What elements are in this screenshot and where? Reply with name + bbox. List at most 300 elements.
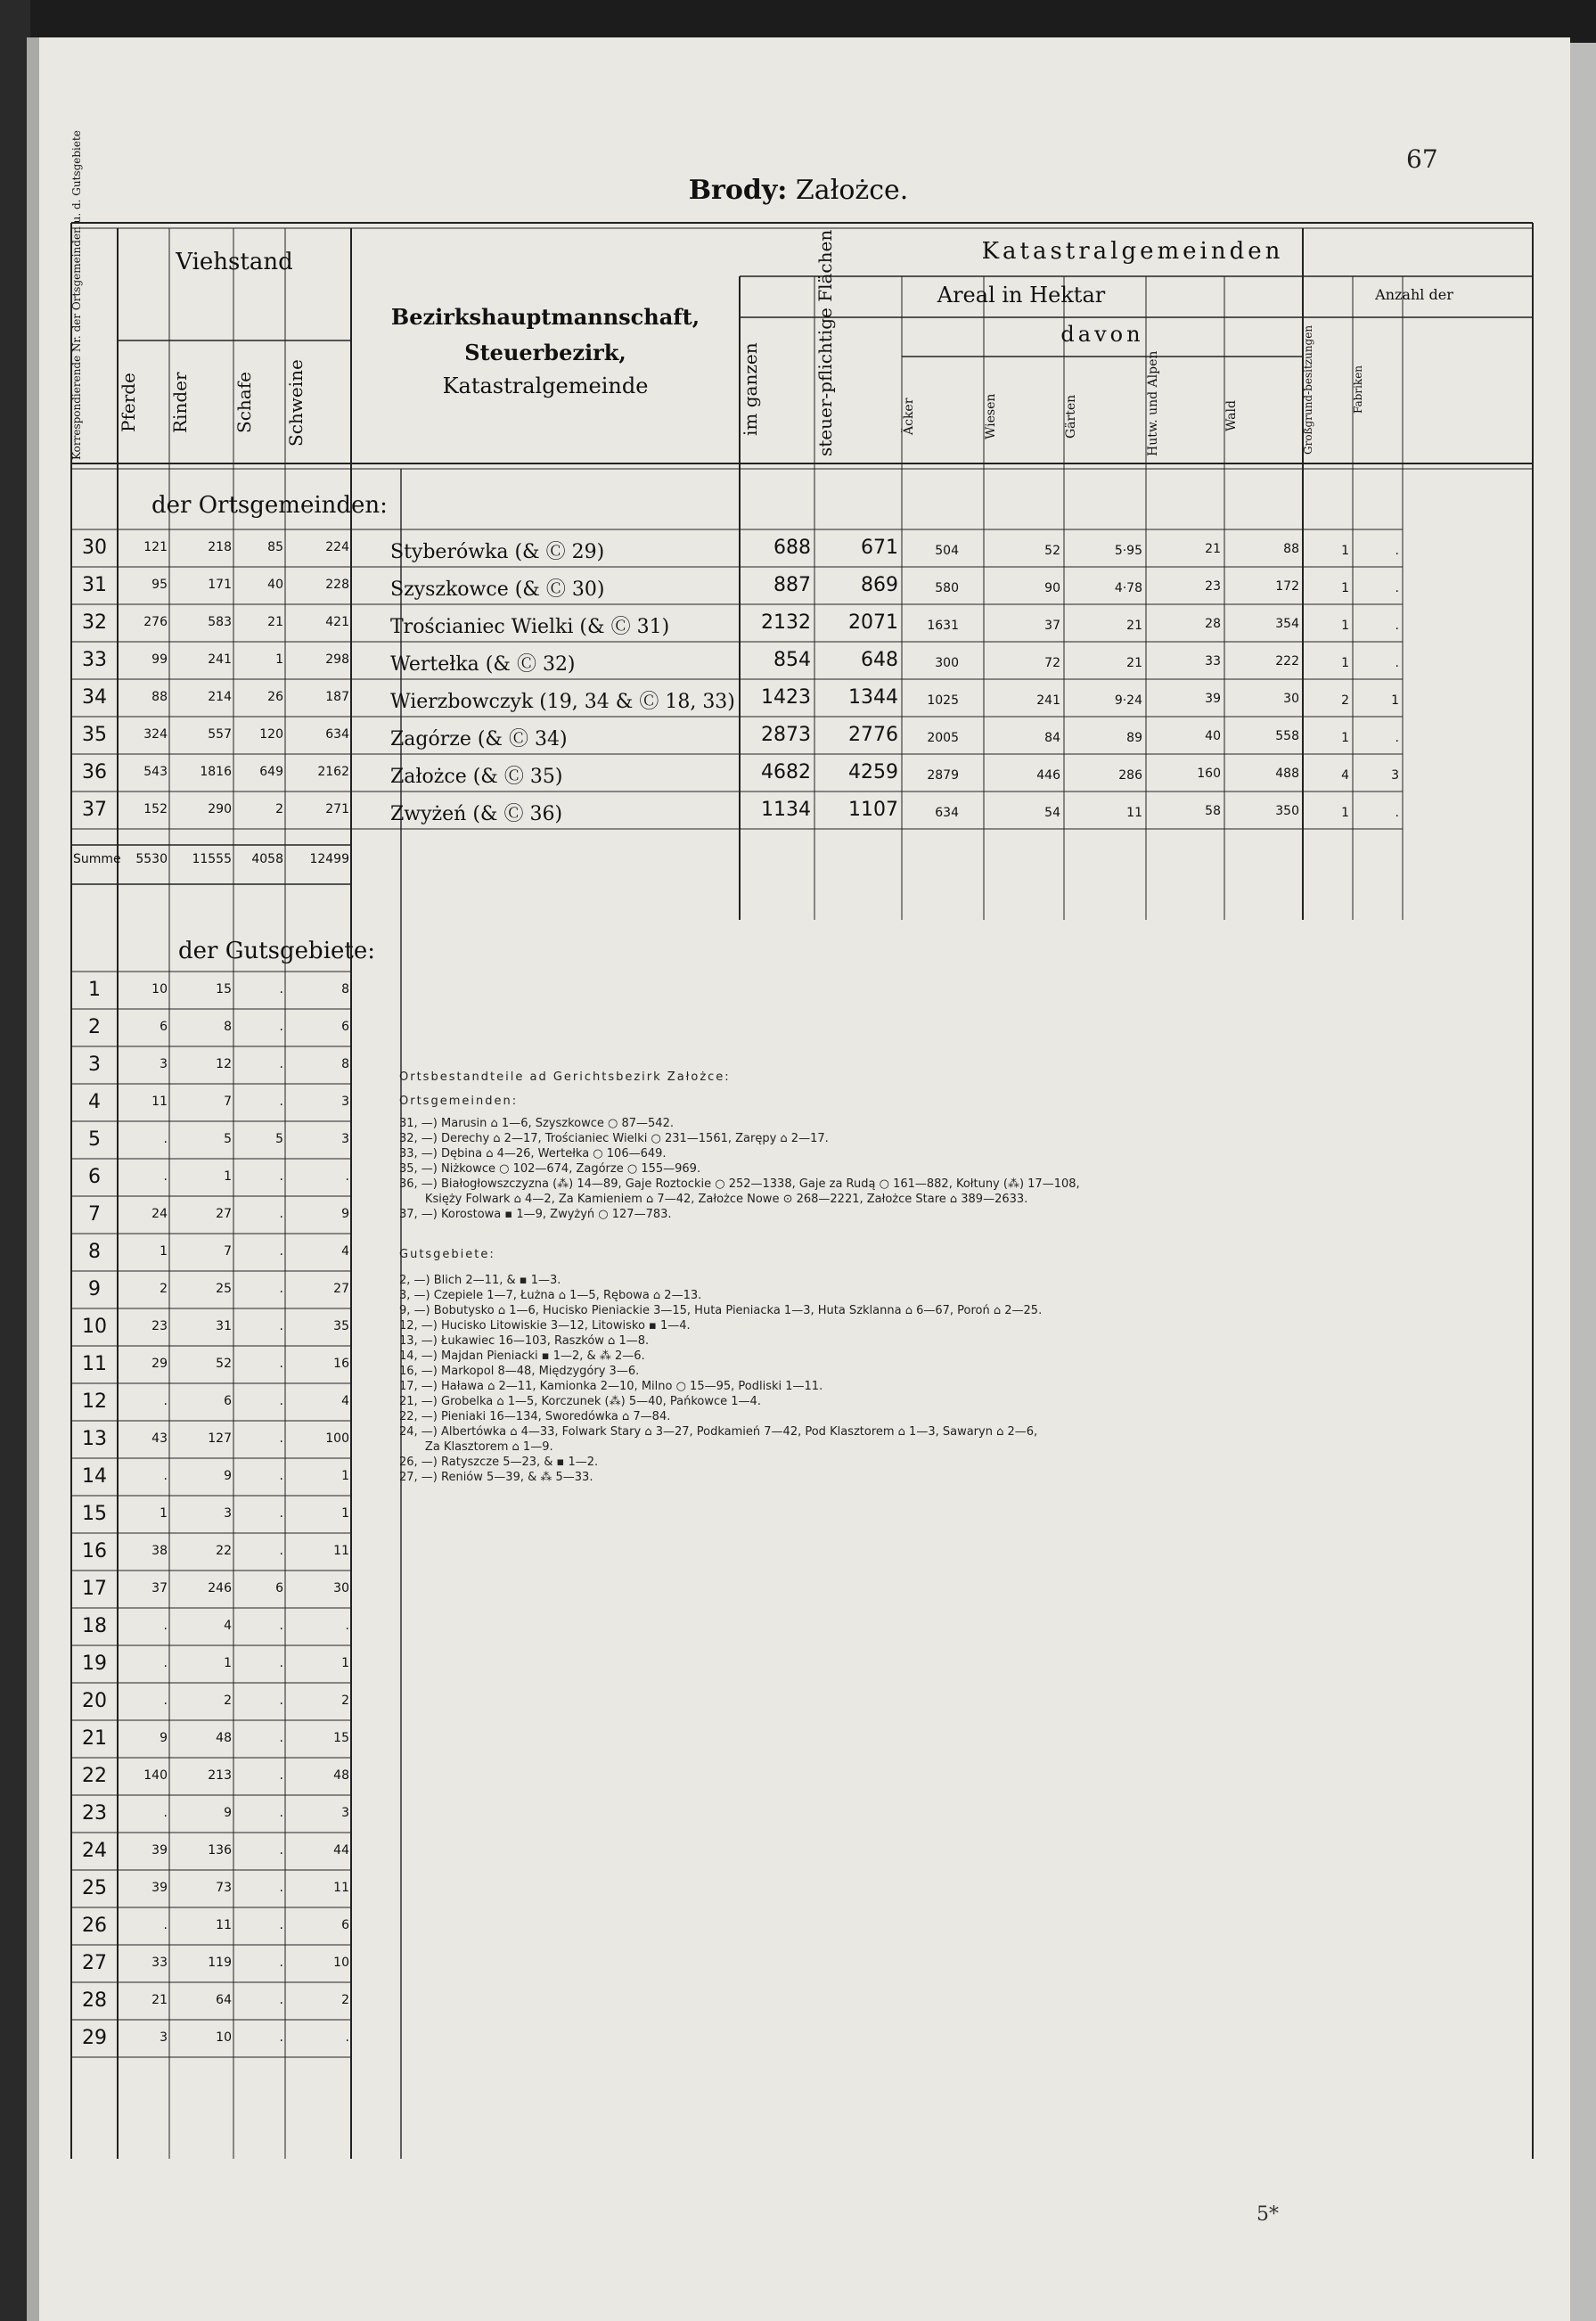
cell-pferde: 3	[160, 2030, 168, 2045]
cell-pferde: .	[163, 1918, 168, 1932]
cell-schweine: 48	[333, 1768, 349, 1783]
cell-hutweiden: 28	[1205, 617, 1221, 631]
cell-schafe: 6	[275, 1581, 283, 1595]
cell-rinder: 1	[224, 1656, 232, 1670]
cell-pferde: 1	[160, 1506, 168, 1521]
cell-wiesen: 72	[1044, 656, 1060, 670]
cell-schafe: .	[279, 1993, 283, 2007]
cell-schafe: .	[279, 1319, 283, 1333]
cell-schweine: 9	[341, 1207, 349, 1221]
cell-schafe: .	[279, 1918, 283, 1932]
row-number: 17	[82, 1578, 107, 1600]
cell-fabriken: .	[1395, 656, 1399, 670]
cell-rinder: 9	[224, 1806, 232, 1820]
cell-schweine: 6	[341, 1020, 349, 1034]
cell-wald: 222	[1275, 654, 1299, 668]
cell-wiesen: 241	[1036, 693, 1060, 708]
cell-katastralgemeinde: Zwyżeń (& Ⓒ 36)	[390, 803, 563, 825]
cell-grossgrund: 1	[1341, 581, 1349, 595]
cell-rinder: 6	[224, 1394, 232, 1408]
cell-hutweiden: 160	[1197, 767, 1221, 781]
notes-title: Ortsbestandteile ad Gerichtsbezirk Założce:	[399, 1070, 731, 1084]
row-number: 12	[82, 1390, 107, 1413]
cell-grossgrund: 1	[1341, 619, 1349, 633]
cell-schweine: 271	[325, 802, 349, 816]
cell-grossgrund: 1	[1341, 806, 1349, 820]
cell-schafe: .	[279, 1768, 283, 1783]
cell-hutweiden: 23	[1205, 579, 1221, 594]
cell-schafe: .	[279, 1806, 283, 1820]
row-number: 29	[82, 2027, 107, 2049]
cell-schweine: 634	[325, 727, 349, 742]
cell-schafe: .	[279, 1469, 283, 1483]
cell-schafe: .	[279, 1506, 283, 1521]
cell-schweine: .	[345, 2030, 349, 2045]
cell-pferde: 29	[151, 1357, 168, 1371]
cell-grossgrund: 1	[1341, 656, 1349, 670]
cell-schweine: 8	[341, 1057, 349, 1071]
notes-orts-title: Ortsgemeinden:	[399, 1095, 519, 1108]
header-davon: davon	[1060, 322, 1144, 347]
cell-pferde: 10	[151, 982, 168, 996]
row-number: 13	[82, 1428, 107, 1450]
cell-pferde: 276	[143, 615, 168, 629]
cell-pferde: .	[163, 1694, 168, 1708]
header-bezirk-1: Bezirkshauptmannschaft,	[390, 304, 700, 330]
cell-rinder: 52	[216, 1357, 232, 1371]
cell-gaerten: 21	[1126, 619, 1142, 633]
cell-schweine: 6	[341, 1918, 349, 1932]
cell-rinder: 241	[208, 652, 232, 667]
header-viehstand: Viehstand	[176, 249, 293, 275]
cell-schweine: .	[345, 1169, 349, 1184]
row-number: 19	[82, 1653, 107, 1675]
scan-left-border	[0, 0, 30, 2321]
cell-wiesen: 52	[1044, 544, 1060, 558]
cell-pferde: 95	[151, 578, 168, 592]
cell-im-ganzen: 887	[773, 574, 811, 596]
cell-rinder: 4	[224, 1619, 232, 1633]
cell-pferde: 43	[151, 1431, 168, 1446]
cell-schafe: 1	[275, 652, 283, 667]
header-wald: Wald	[1224, 400, 1239, 432]
cell-schafe: .	[279, 1619, 283, 1633]
cell-schafe: .	[279, 1694, 283, 1708]
cell-rinder: 2	[224, 1694, 232, 1708]
cell-pferde: 99	[151, 652, 168, 667]
section-ortsgemeinden: der Ortsgemeinden:	[151, 492, 388, 519]
cell-schafe: .	[279, 1095, 283, 1109]
notes-guts-line: 24, —) Albertówka ⌂ 4—33, Folwark Stary ⌂ 3—27, Podkamień 7—42, Pod Klasztorem ⌂ 1—3, Sawaryn ⌂ 2—6,	[399, 1425, 1038, 1439]
cell-aecker: 2879	[927, 768, 959, 783]
row-number: 15	[82, 1503, 107, 1525]
cell-wald: 488	[1275, 767, 1299, 781]
cell-pferde: .	[163, 1169, 168, 1184]
cell-schafe: 21	[267, 615, 283, 629]
summe-rinder: 11555	[192, 852, 232, 866]
cell-rinder: 246	[208, 1581, 232, 1595]
cell-aecker: 580	[935, 581, 959, 595]
page-title-district: Brody:	[688, 175, 788, 206]
cell-rinder: 127	[208, 1431, 232, 1446]
row-number: 34	[82, 686, 107, 709]
row-number: 7	[88, 1203, 101, 1226]
cell-schweine: 3	[341, 1132, 349, 1146]
cell-rinder: 12	[216, 1057, 232, 1071]
cell-im-ganzen: 688	[773, 537, 811, 559]
cell-schweine: 228	[325, 578, 349, 592]
notes-guts-line: 22, —) Pieniaki 16—134, Sworedówka ⌂ 7—84.	[399, 1410, 671, 1423]
cell-im-ganzen: 1134	[761, 799, 811, 821]
cell-im-ganzen: 854	[773, 649, 811, 671]
cell-grossgrund: 1	[1341, 544, 1349, 558]
cell-schweine: 421	[325, 615, 349, 629]
cell-pferde: .	[163, 1619, 168, 1633]
cell-hutweiden: 39	[1205, 692, 1221, 706]
header-bezirk-3: Katastralgemeinde	[442, 373, 649, 398]
cell-wiesen: 54	[1044, 806, 1060, 820]
notes-guts-line: 2, —) Blich 2—11, & ▪ 1—3.	[399, 1274, 561, 1287]
cell-rinder: 1816	[200, 765, 232, 779]
cell-schweine: .	[345, 1619, 349, 1633]
notes-guts-line: 13, —) Łukawiec 16—103, Raszków ⌂ 1—8.	[399, 1334, 650, 1348]
notes-guts-line: 3, —) Czepiele 1—7, Łużna ⌂ 1—5, Rębowa ⌂ 2—13.	[399, 1289, 702, 1302]
cell-pferde: 38	[151, 1544, 168, 1558]
notes-orts-line: 32, —) Derechy ⌂ 2—17, Trościaniec Wielki ○ 231—1561, Zarępy ⌂ 2—17.	[399, 1132, 829, 1145]
row-number: 5	[88, 1128, 101, 1151]
cell-rinder: 7	[224, 1244, 232, 1259]
cell-katastralgemeinde: Styberówka (& Ⓒ 29)	[390, 541, 605, 563]
notes-guts-line: 9, —) Bobutysko ⌂ 1—6, Hucisko Pieniackie 3—15, Huta Pieniacka 1—3, Huta Szklanna ⌂ 6—67, Poroń ⌂ 2—25.	[399, 1304, 1043, 1317]
cell-schweine: 35	[333, 1319, 349, 1333]
cell-schweine: 224	[325, 540, 349, 554]
header-hutweiden: Hutw. und Alpen	[1146, 350, 1160, 456]
cell-pferde: 140	[143, 1768, 168, 1783]
cell-schweine: 10	[333, 1956, 349, 1970]
cell-rinder: 73	[216, 1881, 232, 1895]
cell-schafe: 40	[267, 578, 283, 592]
cell-schafe: .	[279, 1731, 283, 1745]
cell-rinder: 136	[208, 1843, 232, 1858]
cell-rinder: 1	[224, 1169, 232, 1184]
cell-pferde: 152	[143, 802, 168, 816]
cell-steuerpflichtig: 2071	[848, 611, 898, 634]
cell-schafe: .	[279, 1169, 283, 1184]
row-number: 31	[82, 574, 107, 596]
header-anzahl: Anzahl der	[1375, 286, 1453, 303]
cell-schweine: 2162	[317, 765, 349, 779]
cell-pferde: .	[163, 1469, 168, 1483]
cell-schafe: .	[279, 1244, 283, 1259]
cell-schafe: .	[279, 1207, 283, 1221]
cell-schafe: .	[279, 1394, 283, 1408]
cell-schafe: 5	[275, 1132, 283, 1146]
row-number: 27	[82, 1952, 107, 1974]
cell-rinder: 119	[208, 1956, 232, 1970]
cell-grossgrund: 1	[1341, 731, 1349, 745]
cell-wiesen: 90	[1044, 581, 1060, 595]
cell-wald: 88	[1283, 542, 1299, 556]
cell-schafe: .	[279, 1431, 283, 1446]
cell-pferde: 39	[151, 1881, 168, 1895]
scan-top-border	[0, 0, 1596, 43]
row-number: 25	[82, 1877, 107, 1899]
cell-wald: 172	[1275, 579, 1299, 594]
row-number: 3	[88, 1054, 101, 1076]
notes-guts-title: Gutsgebiete:	[399, 1248, 495, 1261]
row-number: 18	[82, 1615, 107, 1637]
cell-fabriken: .	[1395, 544, 1399, 558]
cell-wald: 558	[1275, 729, 1299, 743]
row-number: 6	[88, 1166, 101, 1188]
cell-schweine: 3	[341, 1806, 349, 1820]
notes-orts-line: 36, —) Białogłowszczyzna (⁂) 14—89, Gaje Roztockie ○ 252—1338, Gaje za Rudą ○ 161—882, Kołtuny (⁂) 17—108,	[399, 1177, 1080, 1191]
cell-steuerpflichtig: 2776	[848, 724, 898, 746]
cell-hutweiden: 21	[1205, 542, 1221, 556]
cell-rinder: 171	[208, 578, 232, 592]
notes-orts-line: 31, —) Marusin ⌂ 1—6, Szyszkowce ○ 87—542.	[399, 1117, 674, 1130]
row-number: 20	[82, 1690, 107, 1712]
cell-schafe: .	[279, 1020, 283, 1034]
page-number: 67	[1406, 144, 1438, 174]
cell-hutweiden: 58	[1205, 804, 1221, 818]
cell-schafe: .	[279, 1357, 283, 1371]
row-number: 33	[82, 649, 107, 671]
cell-schweine: 298	[325, 652, 349, 667]
cell-rinder: 10	[216, 2030, 232, 2045]
cell-rinder: 48	[216, 1731, 232, 1745]
cell-schafe: 120	[259, 727, 283, 742]
header-schweine: Schweine	[285, 359, 307, 447]
page-signature: 5*	[1256, 2203, 1279, 2226]
cell-schweine: 11	[333, 1881, 349, 1895]
cell-schweine: 44	[333, 1843, 349, 1858]
cell-schweine: 2	[341, 1993, 349, 2007]
cell-rinder: 557	[208, 727, 232, 742]
book-page	[27, 37, 1570, 2321]
cell-wald: 350	[1275, 804, 1299, 818]
cell-schweine: 3	[341, 1095, 349, 1109]
cell-hutweiden: 40	[1205, 729, 1221, 743]
cell-wald: 30	[1283, 692, 1299, 706]
cell-hutweiden: 33	[1205, 654, 1221, 668]
cell-pferde: 3	[160, 1057, 168, 1071]
cell-schweine: 27	[333, 1282, 349, 1296]
cell-gaerten: 9·24	[1114, 693, 1142, 708]
cell-pferde: 6	[160, 1020, 168, 1034]
cell-rinder: 27	[216, 1207, 232, 1221]
cell-schafe: .	[279, 1282, 283, 1296]
notes-orts-line: 33, —) Dębina ⌂ 4—26, Wertełka ○ 106—649.	[399, 1147, 667, 1160]
cell-pferde: 23	[151, 1319, 168, 1333]
row-number: 24	[82, 1840, 107, 1862]
cell-im-ganzen: 2132	[761, 611, 811, 634]
cell-schafe: .	[279, 1656, 283, 1670]
cell-schweine: 30	[333, 1581, 349, 1595]
row-number: 23	[82, 1802, 107, 1825]
cell-schweine: 11	[333, 1544, 349, 1558]
row-number: 14	[82, 1465, 107, 1488]
cell-im-ganzen: 4682	[761, 761, 811, 783]
row-number: 21	[82, 1727, 107, 1750]
header-steuerpflichtige: steuer-pflichtige Flächen	[814, 229, 836, 456]
cell-rinder: 5	[224, 1132, 232, 1146]
notes-orts-line: 35, —) Niżkowce ○ 102—674, Zagórze ○ 155—969.	[399, 1162, 701, 1176]
cell-aecker: 300	[935, 656, 959, 670]
cell-rinder: 213	[208, 1768, 232, 1783]
cell-gaerten: 5·95	[1114, 544, 1142, 558]
cell-rinder: 583	[208, 615, 232, 629]
cell-schweine: 187	[325, 690, 349, 704]
header-im-ganzen: im ganzen	[740, 342, 761, 437]
cell-rinder: 7	[224, 1095, 232, 1109]
row-number: 28	[82, 1989, 107, 2012]
cell-schafe: 26	[267, 690, 283, 704]
cell-gaerten: 21	[1126, 656, 1142, 670]
cell-aecker: 504	[935, 544, 959, 558]
cell-pferde: 324	[143, 727, 168, 742]
cell-aecker: 1025	[927, 693, 959, 708]
cell-gaerten: 286	[1118, 768, 1142, 783]
cell-pferde: 33	[151, 1956, 168, 1970]
cell-schweine: 1	[341, 1469, 349, 1483]
cell-rinder: 214	[208, 690, 232, 704]
cell-rinder: 11	[216, 1918, 232, 1932]
cell-katastralgemeinde: Wertełka (& Ⓒ 32)	[390, 653, 576, 676]
header-fabriken: Fabriken	[1352, 365, 1364, 414]
cell-schweine: 1	[341, 1506, 349, 1521]
cell-schafe: .	[279, 1881, 283, 1895]
header-katastral: Katastralgemeinden	[981, 238, 1284, 265]
row-number: 11	[82, 1353, 107, 1375]
cell-katastralgemeinde: Trościaniec Wielki (& Ⓒ 31)	[390, 616, 670, 638]
cell-schweine: 2	[341, 1694, 349, 1708]
cell-schweine: 4	[341, 1244, 349, 1259]
cell-grossgrund: 2	[1341, 693, 1349, 708]
summe-schweine: 12499	[309, 852, 349, 866]
cell-im-ganzen: 1423	[761, 686, 811, 709]
cell-katastralgemeinde: Szyszkowce (& Ⓒ 30)	[390, 578, 605, 601]
notes-guts-line: 17, —) Haława ⌂ 2—11, Kamionka 2—10, Milno ○ 15—95, Podliski 1—11.	[399, 1380, 823, 1393]
header-areal: Areal in Hektar	[937, 283, 1106, 308]
header-gaerten: Gärten	[1064, 394, 1078, 439]
cell-rinder: 25	[216, 1282, 232, 1296]
row-number: 1	[88, 979, 101, 1001]
cell-pferde: .	[163, 1806, 168, 1820]
row-number: 30	[82, 537, 107, 559]
cell-pferde: 21	[151, 1993, 168, 2007]
cell-aecker: 1631	[927, 619, 959, 633]
cell-rinder: 8	[224, 1020, 232, 1034]
notes-block	[399, 1070, 1080, 1485]
cell-rinder: 15	[216, 982, 232, 996]
notes-guts-line: Za Klasztorem ⌂ 1—9.	[399, 1440, 553, 1454]
cell-wiesen: 446	[1036, 768, 1060, 783]
cell-schafe: .	[279, 1057, 283, 1071]
cell-pferde: 39	[151, 1843, 168, 1858]
cell-pferde: 88	[151, 690, 168, 704]
cell-schweine: 1	[341, 1656, 349, 1670]
cell-schweine: 8	[341, 982, 349, 996]
cell-steuerpflichtig: 869	[861, 574, 898, 596]
notes-guts-line: 12, —) Hucisko Litowiskie 3—12, Litowisko ▪ 1—4.	[399, 1319, 691, 1333]
cell-rinder: 290	[208, 802, 232, 816]
cell-schafe: .	[279, 1544, 283, 1558]
cell-katastralgemeinde: Wierzbowczyk (19, 34 & Ⓒ 18, 33)	[390, 691, 735, 713]
cell-schafe: .	[279, 982, 283, 996]
row-number: 26	[82, 1915, 107, 1937]
summe-label: Summe	[73, 852, 121, 866]
notes-guts-line: 27, —) Reniów 5—39, & ⁂ 5—33.	[399, 1471, 593, 1484]
cell-fabriken: .	[1395, 581, 1399, 595]
cell-fabriken: 3	[1391, 768, 1399, 783]
cell-wald: 354	[1275, 617, 1299, 631]
row-number: 36	[82, 761, 107, 783]
cell-rinder: 22	[216, 1544, 232, 1558]
notes-guts-line: 16, —) Markopol 8—48, Międzygóry 3—6.	[399, 1365, 640, 1378]
header-bezirk-2: Steuerbezirk,	[464, 340, 626, 365]
cell-rinder: 218	[208, 540, 232, 554]
row-number: 2	[88, 1016, 101, 1038]
cell-pferde: 2	[160, 1282, 168, 1296]
cell-schafe: 649	[259, 765, 283, 779]
header-wiesen: Wiesen	[984, 393, 998, 439]
cell-schafe: .	[279, 2030, 283, 2045]
cell-gaerten: 4·78	[1114, 581, 1142, 595]
cell-rinder: 31	[216, 1319, 232, 1333]
cell-pferde: .	[163, 1132, 168, 1146]
notes-orts-line: 37, —) Korostowa ▪ 1—9, Zwyżyń ○ 127—783.	[399, 1208, 672, 1221]
cell-fabriken: .	[1395, 806, 1399, 820]
cell-schafe: .	[279, 1843, 283, 1858]
cell-steuerpflichtig: 4259	[848, 761, 898, 783]
cell-schweine: 16	[333, 1357, 349, 1371]
cell-pferde: 1	[160, 1244, 168, 1259]
summe-schafe: 4058	[251, 852, 283, 866]
header-rinder: Rinder	[169, 372, 191, 434]
cell-pferde: 543	[143, 765, 168, 779]
cell-pferde: 37	[151, 1581, 168, 1595]
header-grossgrund: Großgrund-besitzungen	[1302, 324, 1314, 455]
row-number: 22	[82, 1765, 107, 1787]
header-corr-nr: Korrespondierende Nr. der Ortsgemeinden u. d. Gutsgebiete	[70, 130, 83, 460]
row-number: 4	[88, 1091, 101, 1113]
notes-guts-line: 21, —) Grobelka ⌂ 1—5, Korczunek (⁂) 5—40, Pańkowce 1—4.	[399, 1395, 761, 1408]
cell-grossgrund: 4	[1341, 768, 1349, 783]
cell-rinder: 9	[224, 1469, 232, 1483]
cell-steuerpflichtig: 671	[861, 537, 898, 559]
cell-steuerpflichtig: 1344	[848, 686, 898, 709]
cell-schafe: .	[279, 1956, 283, 1970]
cell-wiesen: 37	[1044, 619, 1060, 633]
cell-im-ganzen: 2873	[761, 724, 811, 746]
cell-pferde: 121	[143, 540, 168, 554]
cell-schweine: 4	[341, 1394, 349, 1408]
cell-schafe: 2	[275, 802, 283, 816]
cell-schafe: 85	[267, 540, 283, 554]
cell-fabriken: .	[1395, 619, 1399, 633]
cell-wiesen: 84	[1044, 731, 1060, 745]
cell-pferde: .	[163, 1394, 168, 1408]
cell-rinder: 64	[216, 1993, 232, 2007]
cell-pferde: .	[163, 1656, 168, 1670]
summe-pferde: 5530	[135, 852, 168, 866]
header-pferde: Pferde	[118, 373, 139, 433]
cell-schweine: 15	[333, 1731, 349, 1745]
row-number: 35	[82, 724, 107, 746]
cell-gaerten: 11	[1126, 806, 1142, 820]
cell-rinder: 3	[224, 1506, 232, 1521]
